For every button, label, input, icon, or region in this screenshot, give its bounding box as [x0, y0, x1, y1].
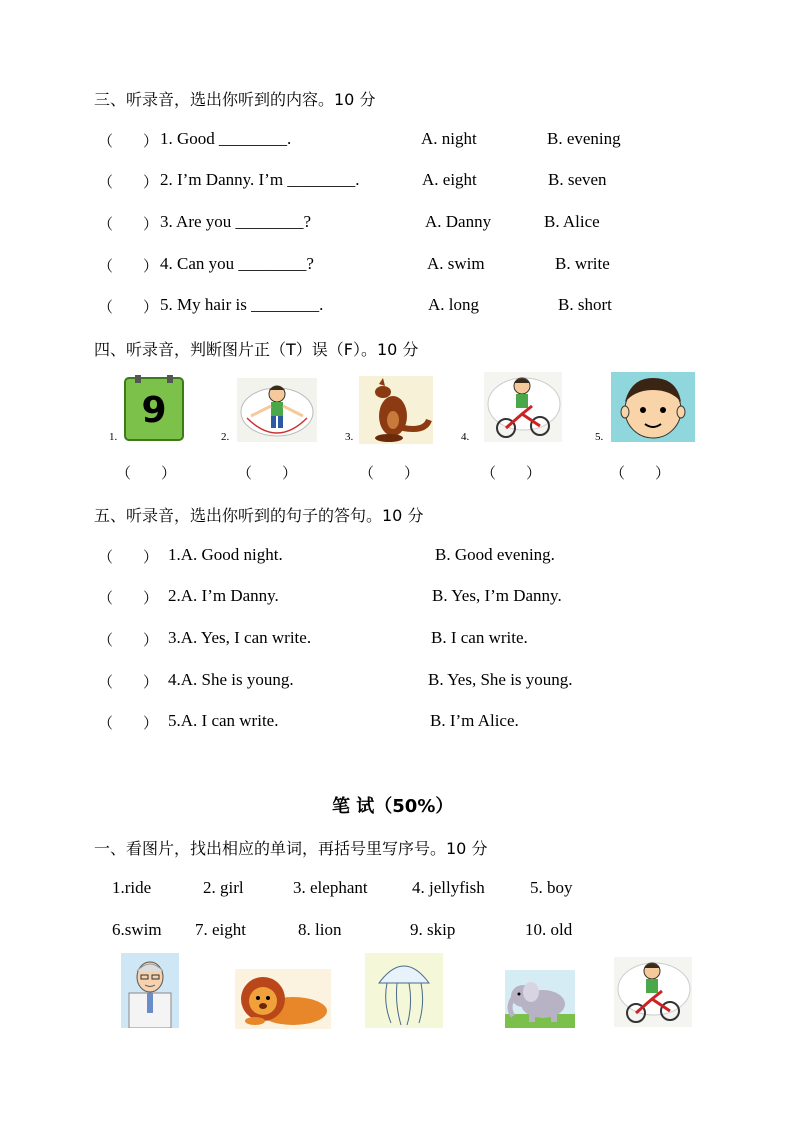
option-a: A. swim	[427, 254, 485, 273]
question-stem: 3. Are you ________?	[160, 212, 312, 231]
option-b: B. Alice	[544, 212, 600, 231]
option-b: B. Good evening.	[435, 545, 555, 564]
question-stem: 2. I’m Danny. I’m ________.	[160, 170, 360, 189]
word-10: 10. old	[525, 920, 573, 939]
answer-paren[interactable]: （ ）	[98, 257, 159, 275]
answer-paren[interactable]: （ ）	[98, 548, 159, 566]
answer-paren[interactable]: （ ）	[98, 589, 159, 607]
option-b: B. evening	[547, 129, 621, 148]
question-stem: 1. Good ________.	[160, 129, 292, 148]
boy-face-image	[611, 372, 695, 442]
option-a: 1.A. Good night.	[168, 545, 283, 564]
answer-paren[interactable]: （ ）	[98, 173, 159, 191]
picture-answer-paren-1[interactable]: （ ）	[116, 464, 177, 482]
section-4-title: 四、听录音，判断图片正（T）误（F）。10 分	[94, 340, 419, 359]
word-1: 1.ride	[112, 878, 152, 897]
word-2: 2. girl	[203, 878, 244, 897]
picture-number-2: 2.	[221, 431, 230, 443]
kangaroo-image	[359, 376, 433, 444]
answer-paren[interactable]: （ ）	[98, 132, 159, 150]
jellyfish-image	[365, 953, 443, 1028]
picture-answer-paren-2[interactable]: （ ）	[237, 464, 298, 482]
answer-paren[interactable]: （ ）	[98, 714, 159, 732]
picture-number-3: 3.	[345, 431, 354, 443]
option-b: B. I can write.	[431, 628, 528, 647]
picture-answer-paren-3[interactable]: （ ）	[359, 464, 420, 482]
option-b: B. short	[558, 295, 612, 314]
option-a: 2.A. I’m Danny.	[168, 586, 279, 605]
word-8: 8. lion	[298, 920, 342, 939]
option-a: 4.A. She is young.	[168, 670, 294, 689]
word-7: 7. eight	[195, 920, 246, 939]
elephant-image	[505, 970, 575, 1028]
answer-paren[interactable]: （ ）	[98, 631, 159, 649]
boy-riding-bike-image-2	[614, 957, 692, 1027]
word-9: 9. skip	[410, 920, 456, 939]
section-5-title: 五、听录音，选出你听到的句子的答句。10 分	[94, 506, 424, 525]
option-b: B. Yes, I’m Danny.	[432, 586, 562, 605]
option-b: B. seven	[548, 170, 607, 189]
written-q1-title: 一、看图片，找出相应的单词，再括号里写序号。10 分	[94, 839, 488, 858]
picture-answer-paren-5[interactable]: （ ）	[610, 464, 671, 482]
boy-riding-bike-image	[484, 372, 562, 442]
option-a: A. eight	[422, 170, 477, 189]
word-6: 6.swim	[112, 920, 162, 939]
written-test-heading: 笔 试（50%）	[332, 796, 454, 817]
boy-skipping-image	[237, 378, 317, 442]
option-a: 5.A. I can write.	[168, 711, 279, 730]
option-b: B. I’m Alice.	[430, 711, 519, 730]
picture-answer-paren-4[interactable]: （ ）	[481, 464, 542, 482]
option-a: A. Danny	[425, 212, 492, 231]
answer-paren[interactable]: （ ）	[98, 215, 159, 233]
number-nine-card-image	[121, 374, 187, 442]
answer-paren[interactable]: （ ）	[98, 673, 159, 691]
option-b: B. write	[555, 254, 610, 273]
answer-paren[interactable]: （ ）	[98, 298, 159, 316]
picture-number-5: 5.	[595, 431, 604, 443]
picture-number-1: 1.	[109, 431, 118, 443]
option-b: B. Yes, She is young.	[428, 670, 573, 689]
option-a: A. night	[421, 129, 477, 148]
option-a: 3.A. Yes, I can write.	[168, 628, 312, 647]
question-stem: 5. My hair is ________.	[160, 295, 324, 314]
question-stem: 4. Can you ________?	[160, 254, 314, 273]
old-man-image	[121, 953, 179, 1028]
nine-digit: 9	[141, 390, 167, 431]
option-a: A. long	[428, 295, 479, 314]
picture-number-4: 4.	[461, 431, 470, 443]
word-5: 5. boy	[530, 878, 573, 897]
section-3-title: 三、听录音，选出你听到的内容。10 分	[94, 90, 376, 109]
lion-image	[235, 969, 331, 1029]
word-4: 4. jellyfish	[412, 878, 485, 897]
word-3: 3. elephant	[293, 878, 368, 897]
